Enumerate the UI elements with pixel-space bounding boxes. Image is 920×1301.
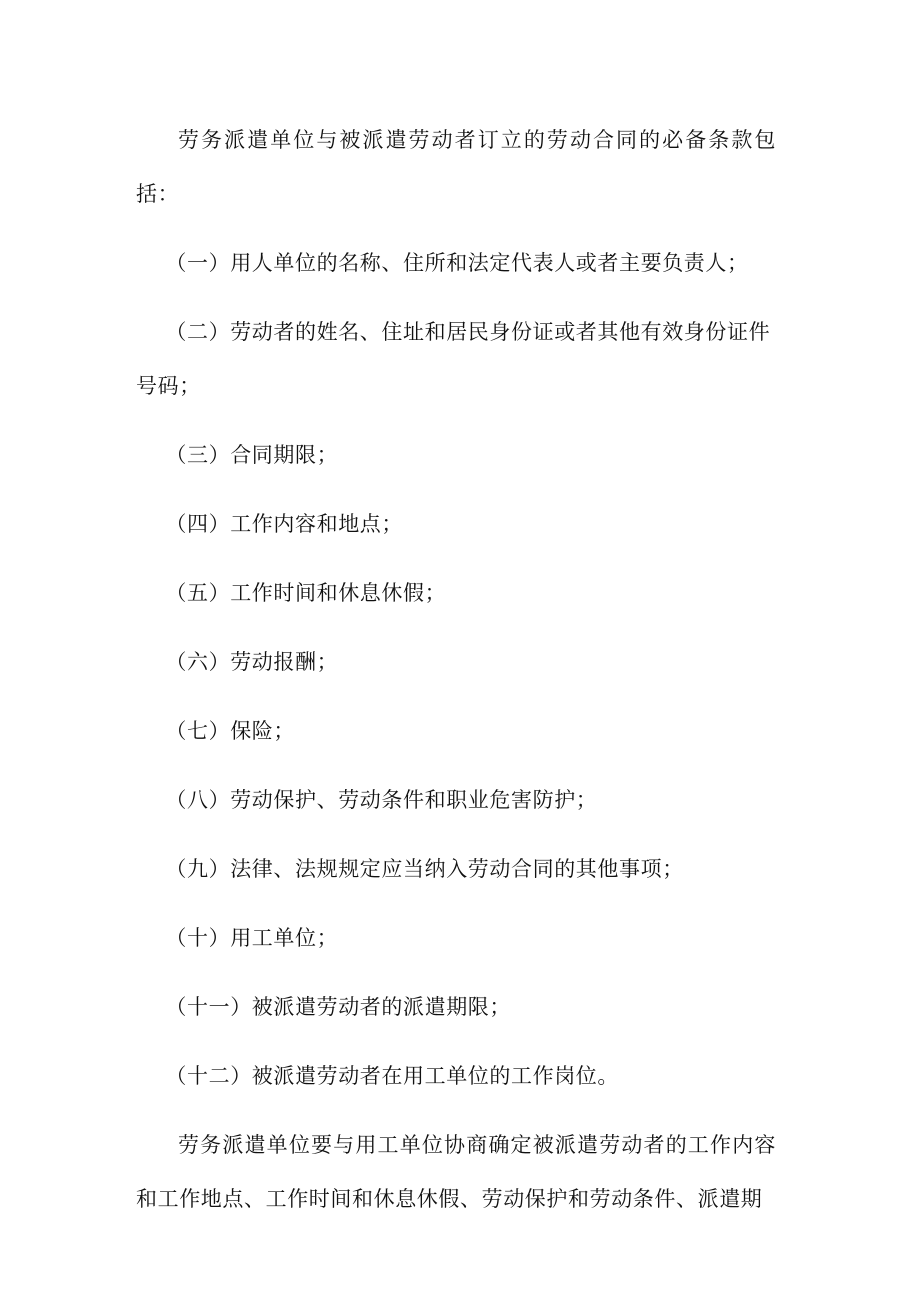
clause-item-12: （十二）被派遣劳动者在用工单位的工作岗位。 [165, 1064, 619, 1088]
clause-item-1: （一）用人单位的名称、住所和法定代表人或者主要负责人； [165, 251, 749, 275]
clause-item-10: （十）用工单位； [165, 926, 339, 950]
clause-item-4: （四）工作内容和地点； [165, 512, 403, 536]
clause-item-7: （七）保险； [165, 719, 295, 743]
clause-item-11: （十一）被派遣劳动者的派遣期限； [165, 995, 511, 1019]
closing-paragraph: 劳务派遣单位要与用工单位协商确定被派遣劳动者的工作内容和工作地点、工作时间和休息休假、劳动保护和劳动条件、派遣期 [136, 1133, 776, 1211]
clause-item-6: （六）劳动报酬； [165, 650, 339, 674]
document-body [136, 113, 776, 1226]
clause-item-5: （五）工作时间和休息休假； [165, 581, 447, 605]
clause-item-8: （八）劳动保护、劳动条件和职业危害防护； [165, 788, 598, 812]
intro-paragraph: 劳务派遣单位与被派遣劳动者订立的劳动合同的必备条款包括： [136, 128, 776, 206]
clause-item-2: （二）劳动者的姓名、住址和居民身份证或者其他有效身份证件号码； [136, 320, 771, 398]
clause-item-3: （三）合同期限； [165, 443, 339, 467]
clause-item-9: （九）法律、法规规定应当纳入劳动合同的其他事项； [165, 857, 684, 881]
